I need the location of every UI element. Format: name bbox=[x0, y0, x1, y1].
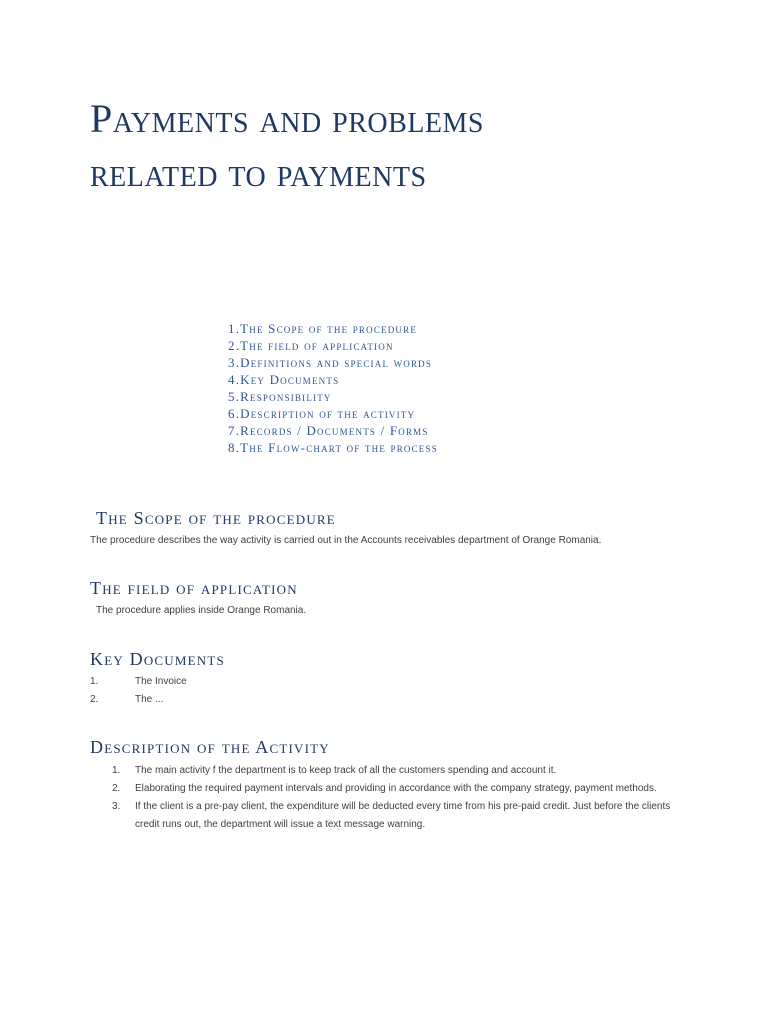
toc-item: 5.Responsibility bbox=[228, 389, 332, 404]
scope-heading: The Scope of the procedure bbox=[96, 508, 336, 528]
list-item bbox=[112, 762, 682, 780]
list-item-number: 2. bbox=[112, 783, 121, 794]
field-of-application-heading: The field of application bbox=[90, 578, 298, 598]
toc-item: 8.The Flow-chart of the process bbox=[228, 440, 438, 455]
list-item-number: 1. bbox=[90, 676, 99, 687]
list-item-text: The ... bbox=[135, 694, 164, 705]
list-item-number: 2. bbox=[90, 694, 99, 705]
toc-item: 1.The Scope of the procedure bbox=[228, 321, 418, 336]
toc-item: 4.Key Documents bbox=[228, 372, 340, 387]
title-line-1: Payments and problems bbox=[90, 96, 484, 141]
title-line-2: related to payments bbox=[90, 150, 427, 195]
list-item bbox=[90, 673, 690, 691]
key-documents-heading: Key Documents bbox=[90, 649, 225, 669]
toc-item: 6.Description of the activity bbox=[228, 406, 416, 421]
list-item-text: The main activity f the department is to keep track of all the customers spending and account it. bbox=[135, 765, 557, 776]
field-of-application-paragraph: The procedure applies inside Orange Romania. bbox=[96, 605, 307, 616]
description-list bbox=[112, 762, 682, 834]
toc-item: 3.Definitions and special words bbox=[228, 355, 433, 370]
list-item-number: 1. bbox=[112, 765, 121, 776]
list-item-text: The Invoice bbox=[135, 676, 187, 687]
list-item-text: If the client is a pre-pay client, the expenditure will be deducted every time from his pre-paid credit. Just before the clients credit runs out, the department will issue a text message warning. bbox=[135, 801, 671, 830]
document-title bbox=[90, 92, 730, 200]
list-item-text: Elaborating the required payment intervals and providing in accordance with the company strategy, payment methods. bbox=[135, 783, 657, 794]
list-item bbox=[112, 780, 682, 798]
list-item bbox=[112, 798, 682, 834]
table-of-contents bbox=[228, 320, 438, 456]
toc-item: 7.Records / Documents / Forms bbox=[228, 423, 429, 438]
key-documents-list bbox=[90, 673, 690, 709]
toc-item: 2.The field of application bbox=[228, 338, 394, 353]
list-item bbox=[90, 691, 690, 709]
description-heading: Description of the Activity bbox=[90, 737, 330, 757]
scope-paragraph: The procedure describes the way activity is carried out in the Accounts receivables department of Orange Romania. bbox=[90, 535, 602, 546]
list-item-number: 3. bbox=[112, 801, 121, 812]
